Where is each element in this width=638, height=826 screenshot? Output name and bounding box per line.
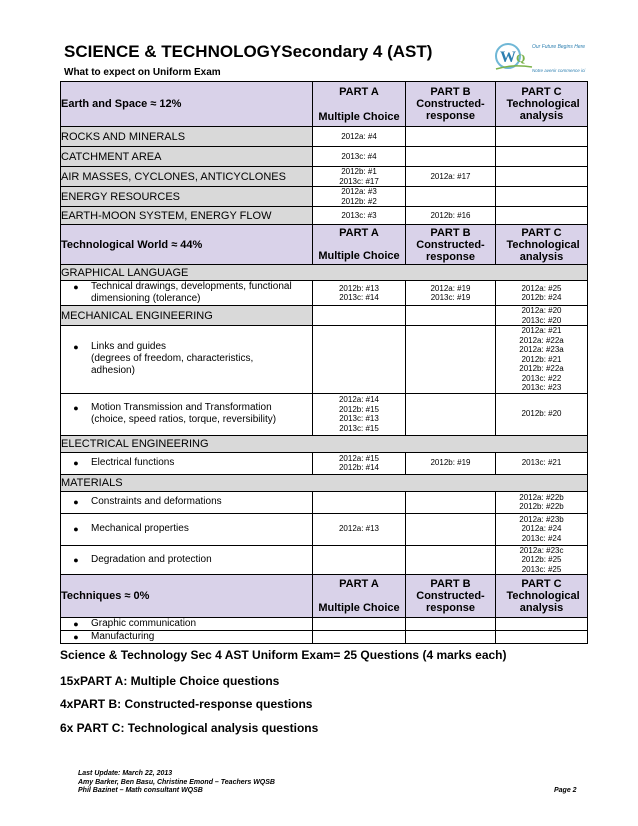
part-c-cell bbox=[496, 187, 588, 207]
page-number: Page 2 bbox=[554, 787, 577, 794]
svg-text:Q: Q bbox=[516, 51, 526, 65]
wqsb-logo bbox=[492, 36, 592, 76]
section-title-tech: Technological World ≈ 44% bbox=[61, 225, 313, 265]
topic-label: MATERIALS bbox=[61, 474, 588, 491]
part-c-cell bbox=[496, 207, 588, 225]
part-a-cell: 2012a: #15 2012b: #14 bbox=[313, 452, 406, 474]
bullet-icon: ● bbox=[73, 524, 79, 534]
part-c-cell: 2012a: #25 2012b: #24 bbox=[496, 281, 588, 306]
part-a-cell: 2012a: #14 2012b: #15 2013c: #13 2013c: #15 bbox=[313, 393, 406, 435]
footer-teachers: Amy Barker, Ben Basu, Christine Emond – Teachers WQSB bbox=[78, 778, 275, 786]
part-a-cell: 2013c: #3 bbox=[313, 207, 406, 225]
col-part-b-header: PART B Constructed-response bbox=[406, 575, 496, 618]
section-header-techniques bbox=[61, 575, 588, 618]
topic-label: ENERGY RESOURCES bbox=[61, 187, 313, 207]
table-row bbox=[61, 631, 588, 644]
logo-subtext: Notre avenir commence ici bbox=[532, 68, 586, 73]
part-b-cell: 2012b: #16 bbox=[406, 207, 496, 225]
section-title-techniques: Techniques ≈ 0% bbox=[61, 575, 313, 618]
table-row bbox=[61, 127, 588, 147]
section-title-earth: Earth and Space ≈ 12% bbox=[61, 82, 313, 127]
topic-label: AIR MASSES, CYCLONES, ANTICYCLONES bbox=[61, 167, 313, 187]
item-label: Electrical functions bbox=[91, 457, 175, 468]
footer-consultant: Phil Bazinet – Math consultant WQSB bbox=[78, 787, 203, 794]
part-a-cell: 2012a: #4 bbox=[313, 127, 406, 147]
table-row bbox=[61, 491, 588, 513]
logo-text: Our Future Begins Here bbox=[532, 44, 586, 50]
exam-table bbox=[60, 81, 588, 644]
part-c-cell: 2012a: #22b 2012b: #22b bbox=[496, 491, 588, 513]
topic-label: MECHANICAL ENGINEERING bbox=[61, 306, 313, 326]
page-title: SCIENCE & TECHNOLOGYSecondary 4 (AST) bbox=[64, 42, 433, 61]
bullet-icon: ● bbox=[73, 458, 79, 468]
topic-row-electrical bbox=[61, 435, 588, 452]
part-b-cell bbox=[406, 127, 496, 147]
part-c-cell: 2012a: #23b 2012a: #24 2013c: #24 bbox=[496, 513, 588, 545]
table-row bbox=[61, 452, 588, 474]
col-part-b-header: PART B Constructed-response bbox=[406, 225, 496, 265]
table-row bbox=[61, 281, 588, 306]
item-label: Technical drawings, developments, functional dimensioning (tolerance) bbox=[91, 281, 292, 304]
item-label: Links and guides (degrees of freedom, characteristics, adhesion) bbox=[91, 341, 254, 377]
part-c-cell: 2012a: #23c 2012b: #25 2013c: #25 bbox=[496, 545, 588, 575]
table-row bbox=[61, 187, 588, 207]
section-header-tech bbox=[61, 225, 588, 265]
part-c-cell: 2013c: #21 bbox=[496, 452, 588, 474]
bullet-icon: ● bbox=[73, 342, 79, 353]
page-subtitle: What to expect on Uniform Exam bbox=[64, 67, 221, 78]
col-part-a-header: PART A Multiple Choice bbox=[313, 575, 406, 618]
topic-label: GRAPHICAL LANGUAGE bbox=[61, 265, 588, 281]
part-b-cell bbox=[406, 147, 496, 167]
part-a-cell bbox=[313, 491, 406, 513]
part-a-cell: 2013c: #4 bbox=[313, 147, 406, 167]
part-a-cell: 2012b: #1 2013c: #17 bbox=[313, 167, 406, 187]
topic-label: ELECTRICAL ENGINEERING bbox=[61, 435, 588, 452]
item-label: Constraints and deformations bbox=[91, 496, 222, 507]
item-label: Mechanical properties bbox=[91, 523, 189, 534]
bullet-icon: ● bbox=[73, 619, 79, 629]
part-b-cell bbox=[406, 187, 496, 207]
table-row bbox=[61, 326, 588, 394]
table-row bbox=[61, 306, 588, 326]
col-part-a-header: PART A Multiple Choice bbox=[313, 225, 406, 265]
part-c-cell bbox=[496, 147, 588, 167]
part-b-cell: 2012a: #17 bbox=[406, 167, 496, 187]
topic-label: ROCKS AND MINERALS bbox=[61, 127, 313, 147]
svg-text:W: W bbox=[500, 49, 516, 66]
table-row bbox=[61, 207, 588, 225]
section-header-earth bbox=[61, 82, 588, 127]
summary-line-4: 6x PART C: Technological analysis questions bbox=[60, 721, 319, 735]
col-part-c-header: PART C Technological analysis bbox=[496, 82, 588, 127]
footer-credits bbox=[78, 770, 275, 796]
col-part-c-header: PART C Technological analysis bbox=[496, 575, 588, 618]
footer-update: Last Update: March 22, 2013 bbox=[78, 770, 173, 777]
table-row bbox=[61, 545, 588, 575]
summary-line-2: 15xPART A: Multiple Choice questions bbox=[60, 674, 280, 688]
summary-line-1: Science & Technology Sec 4 AST Uniform Exam= 25 Questions (4 marks each) bbox=[60, 648, 507, 662]
part-c-cell: 2012b: #20 bbox=[496, 393, 588, 435]
part-b-cell: 2012b: #19 bbox=[406, 452, 496, 474]
item-label: Graphic communication bbox=[91, 618, 197, 629]
item-label: Degradation and protection bbox=[91, 553, 212, 565]
bullet-icon: ● bbox=[73, 403, 79, 413]
part-a-cell: 2012b: #13 2013c: #14 bbox=[313, 281, 406, 306]
bullet-icon: ● bbox=[73, 282, 79, 292]
table-row bbox=[61, 513, 588, 545]
table-row bbox=[61, 167, 588, 187]
part-a-cell: 2012a: #3 2012b: #2 bbox=[313, 187, 406, 207]
part-a-cell: 2012a: #13 bbox=[313, 513, 406, 545]
part-c-cell bbox=[496, 127, 588, 147]
col-part-b-header: PART B Constructed-response bbox=[406, 82, 496, 127]
item-label: Manufacturing bbox=[91, 631, 155, 642]
table-row bbox=[61, 393, 588, 435]
table-row bbox=[61, 147, 588, 167]
part-b-cell: 2012a: #19 2013c: #19 bbox=[406, 281, 496, 306]
table-row bbox=[61, 618, 588, 631]
bullet-icon: ● bbox=[73, 554, 79, 565]
col-part-a-header: PART A Multiple Choice bbox=[313, 82, 406, 127]
part-a-cell bbox=[313, 545, 406, 575]
bullet-icon: ● bbox=[73, 497, 79, 507]
bullet-icon: ● bbox=[73, 632, 79, 642]
part-c-cell: 2012a: #21 2012a: #22a 2012a: #23a 2012b: #21 2012b: #22a 2013c: #22 2013c: #23 bbox=[496, 326, 588, 394]
part-c-cell bbox=[496, 167, 588, 187]
col-part-c-header: PART C Technological analysis bbox=[496, 225, 588, 265]
topic-row-materials bbox=[61, 474, 588, 491]
summary-line-3: 4xPART B: Constructed-response questions bbox=[60, 697, 313, 711]
topic-label: CATCHMENT AREA bbox=[61, 147, 313, 167]
part-c-cell: 2012a: #20 2013c: #20 bbox=[496, 306, 588, 326]
topic-row-graphical bbox=[61, 265, 588, 281]
topic-label: EARTH-MOON SYSTEM, ENERGY FLOW bbox=[61, 207, 313, 225]
item-label: Motion Transmission and Transformation (choice, speed ratios, torque, reversibility) bbox=[91, 402, 277, 425]
